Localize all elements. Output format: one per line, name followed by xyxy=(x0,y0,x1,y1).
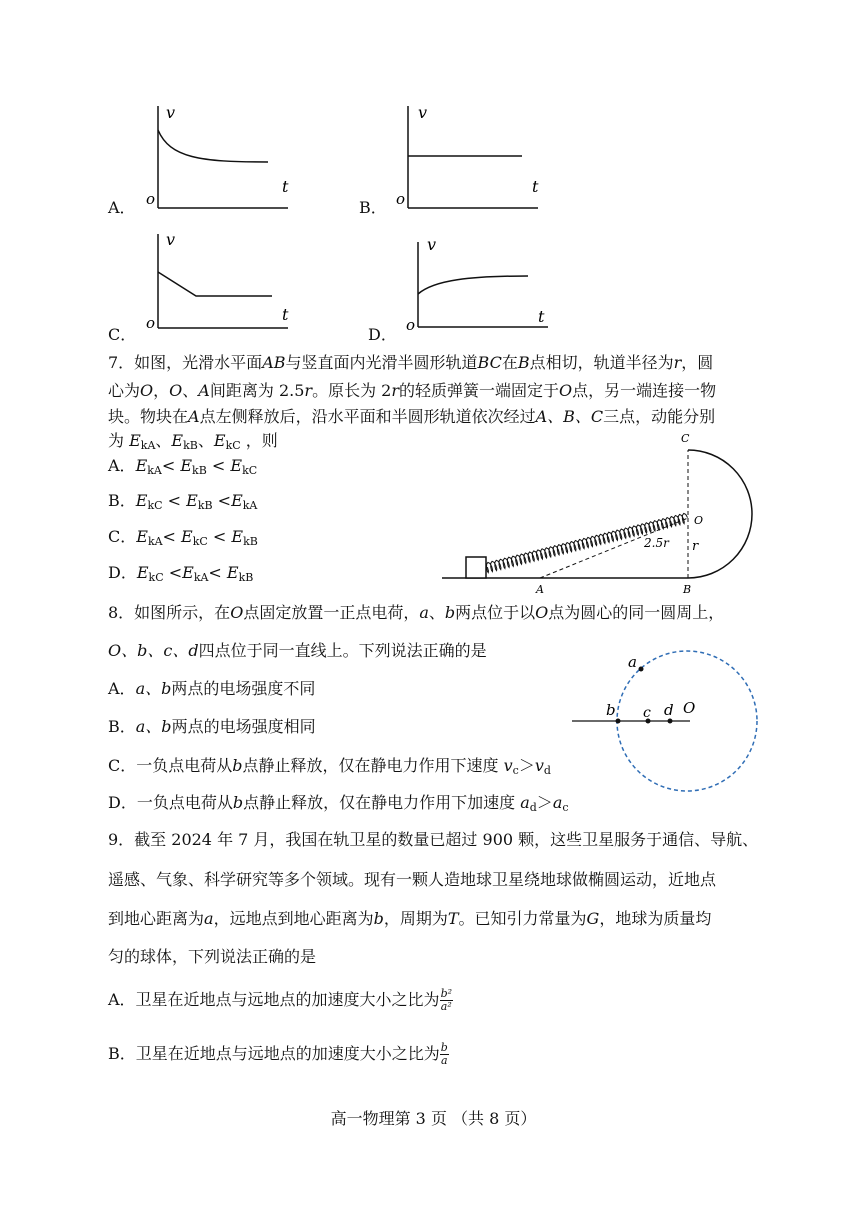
q7-stem-line3: 块。物块在A点左侧释放后，沿水平面和半圆形轨道依次经过A、B、C三点，动能分别 xyxy=(108,407,716,426)
vt-graph-b xyxy=(380,100,560,220)
q8-option-d[interactable]: D．一负点电荷从b点静止释放，仅在静电力作用下加速度 $a_d>a_c$ xyxy=(108,793,569,814)
label-a: a xyxy=(628,653,637,671)
label-c: C xyxy=(681,432,690,445)
origin-label: o xyxy=(146,314,156,332)
vt-graph-c xyxy=(130,228,310,338)
axis-v-label: v xyxy=(418,103,428,122)
point-b xyxy=(616,719,621,724)
label-a: A xyxy=(536,583,544,596)
q8-option-c[interactable]: C．一负点电荷从b点静止释放，仅在静电力作用下速度 $v_c>v_d$ xyxy=(108,756,551,777)
option-d-label: D． xyxy=(368,325,397,344)
q7-track-figure xyxy=(440,428,770,598)
point-a xyxy=(639,667,644,672)
label-r: r xyxy=(692,539,699,554)
block xyxy=(466,557,486,578)
origin-label: o xyxy=(396,190,406,208)
q7-option-d[interactable]: D．$E_{kC} <E_{kA}< E_{kB}$ xyxy=(108,563,254,584)
origin-label: o xyxy=(406,316,416,334)
q8-option-b[interactable]: B．a、b两点的电场强度相同 xyxy=(108,717,316,736)
axis-v-label: v xyxy=(166,103,176,122)
label-b: B xyxy=(683,583,692,596)
axis-v-label: v xyxy=(427,235,437,254)
axis-t-label: t xyxy=(532,177,539,196)
q7-option-c[interactable]: C．$E_{kA}< E_{kC} < E_{kB}$ xyxy=(108,527,258,548)
page-footer: 高一物理第 3 页 （共 8 页） xyxy=(330,1109,537,1128)
q8-field-figure xyxy=(570,645,770,795)
q9-stem-line4: 匀的球体，下列说法正确的是 xyxy=(108,947,317,966)
q9-stem-line2: 遥感、气象、科学研究等多个领域。现有一颗人造地球卫星绕地球做椭圆运动，近地点 xyxy=(108,870,717,889)
option-c-label: C． xyxy=(108,325,137,344)
q8-stem-line1: 8．如图所示，在O点固定放置一正点电荷，a、b两点位于以O点为圆心的同一圆周上， xyxy=(108,603,725,622)
label-o: O xyxy=(694,514,704,527)
q7-stem-line2: 心为O，O、A间距离为 2.5r。原长为 2r的轻质弹簧一端固定于O点，另一端连接一物 xyxy=(108,381,717,400)
option-b-label: B． xyxy=(359,198,387,217)
q9-stem-line3: 到地心距离为a，远地点到地心距离为b，周期为T。已知引力常量为G，地球为质量均 xyxy=(108,909,712,928)
q7-stem-line1: 7．如图，光滑水平面AB与竖直面内光滑半圆形轨道BC在B点相切，轨道半径为r，圆 xyxy=(108,353,714,372)
vt-graph-d xyxy=(390,232,565,337)
label-b: b xyxy=(606,701,616,719)
point-d xyxy=(668,719,673,724)
label-d: d xyxy=(664,701,674,719)
q9-option-a[interactable]: A．卫星在近地点与远地点的加速度大小之比为 $\frac{\text{b²}}{\text{a²}}$ xyxy=(108,987,453,1013)
option-a-label: A． xyxy=(108,198,136,217)
q7-option-a[interactable]: A．$E_{kA}< E_{kB} < E_{kC}$ xyxy=(108,456,258,477)
q9-option-b[interactable]: B．卫星在近地点与远地点的加速度大小之比为 $\frac{b}{a}$ xyxy=(108,1041,448,1067)
origin-label: o xyxy=(146,190,156,208)
vt-graph-a xyxy=(130,100,310,220)
q8-option-a[interactable]: A．a、b两点的电场强度不同 xyxy=(108,679,316,698)
fraction: $\frac{b}{a}$ xyxy=(440,1041,448,1067)
q8-stem-line2: O、b、c、d四点位于同一直线上。下列说法正确的是 xyxy=(108,641,487,660)
axis-t-label: t xyxy=(538,307,545,326)
q7-stem-line4: 为 $E_{kA}$、$E_{kB}$、$E_{kC}$ ，则 xyxy=(108,431,278,452)
label-c: c xyxy=(643,705,651,721)
fraction: $\frac{\text{b²}}{\text{a²}}$ xyxy=(440,987,453,1013)
axis-t-label: t xyxy=(282,177,289,196)
label-dist: 2.5r xyxy=(644,536,669,550)
axis-t-label: t xyxy=(282,305,289,324)
q9-stem-line1: 9．截至 2024 年 7 月，我国在轨卫星的数量已超过 900 颗，这些卫星服务于通信、导航、 xyxy=(108,830,759,849)
axis-v-label: v xyxy=(166,230,176,249)
q7-option-b[interactable]: B．$E_{kC} < E_{kB} <E_{kA}$ xyxy=(108,491,258,512)
label-o: O xyxy=(683,699,696,717)
